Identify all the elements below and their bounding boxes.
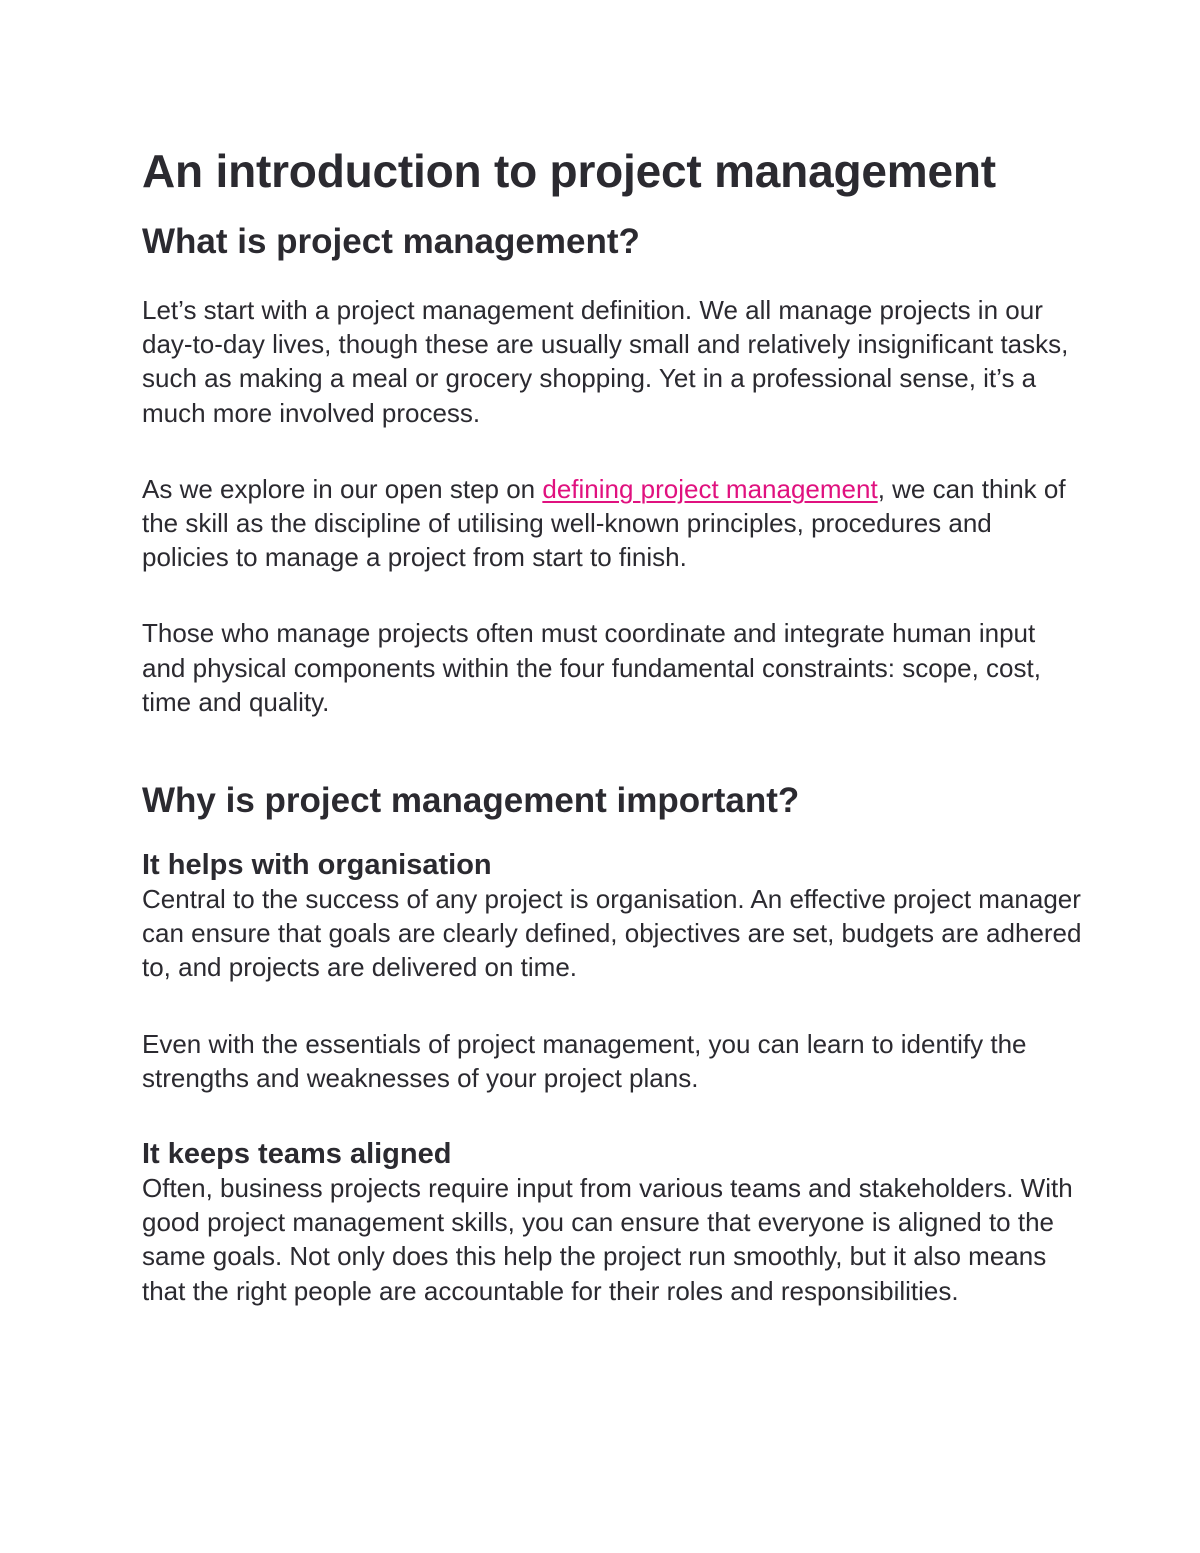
paragraph-definition: Let’s start with a project management definition. We all manage projects in our day-to-day lives, though these are usually small and relatively insignificant tasks, such as making a meal or grocery shopping. Yet in a professional sense, it’s a much more involved process.: [142, 295, 1069, 428]
document-title: An introduction to project management: [142, 145, 996, 197]
paragraph-teams-aligned: Often, business projects require input from various teams and stakeholders. With good project management skills, you can ensure that everyone is aligned to the same goals. Not only does this help the project run smoothly, but it also means that the right people are accountable for their roles and responsibilities.: [142, 1173, 1073, 1306]
paragraph-strengths: Even with the essentials of project management, you can learn to identify the strengths and weaknesses of your project plans.: [142, 1028, 1027, 1093]
section-heading-why-important: Why is project management important?: [142, 781, 800, 821]
paragraph-constraints: Those who manage projects often must coordinate and integrate human input and physical components within the four fundamental constraints: scope, cost, time and quality.: [142, 618, 1041, 717]
defining-project-management-link[interactable]: defining project management: [542, 473, 878, 504]
subheading-organisation: It helps with organisation: [142, 849, 492, 882]
paragraph-open-step-after: , we can think of the skill as the discipline of utilising well-known principles, procedures and policies to manage a project from start to finish.: [142, 473, 1066, 573]
subheading-teams-aligned: It keeps teams aligned: [142, 1138, 452, 1171]
paragraph-open-step: [142, 472, 1082, 575]
section-heading-what-is: What is project management?: [142, 222, 640, 261]
paragraph-organisation: Central to the success of any project is organisation. An effective project manager can ensure that goals are clearly defined, objectives are set, budgets are adhered to, and projects are delivered on time.: [142, 884, 1082, 983]
document-page: [142, 138, 1082, 1308]
paragraph-open-step-before: As we explore in our open step on: [142, 473, 543, 504]
